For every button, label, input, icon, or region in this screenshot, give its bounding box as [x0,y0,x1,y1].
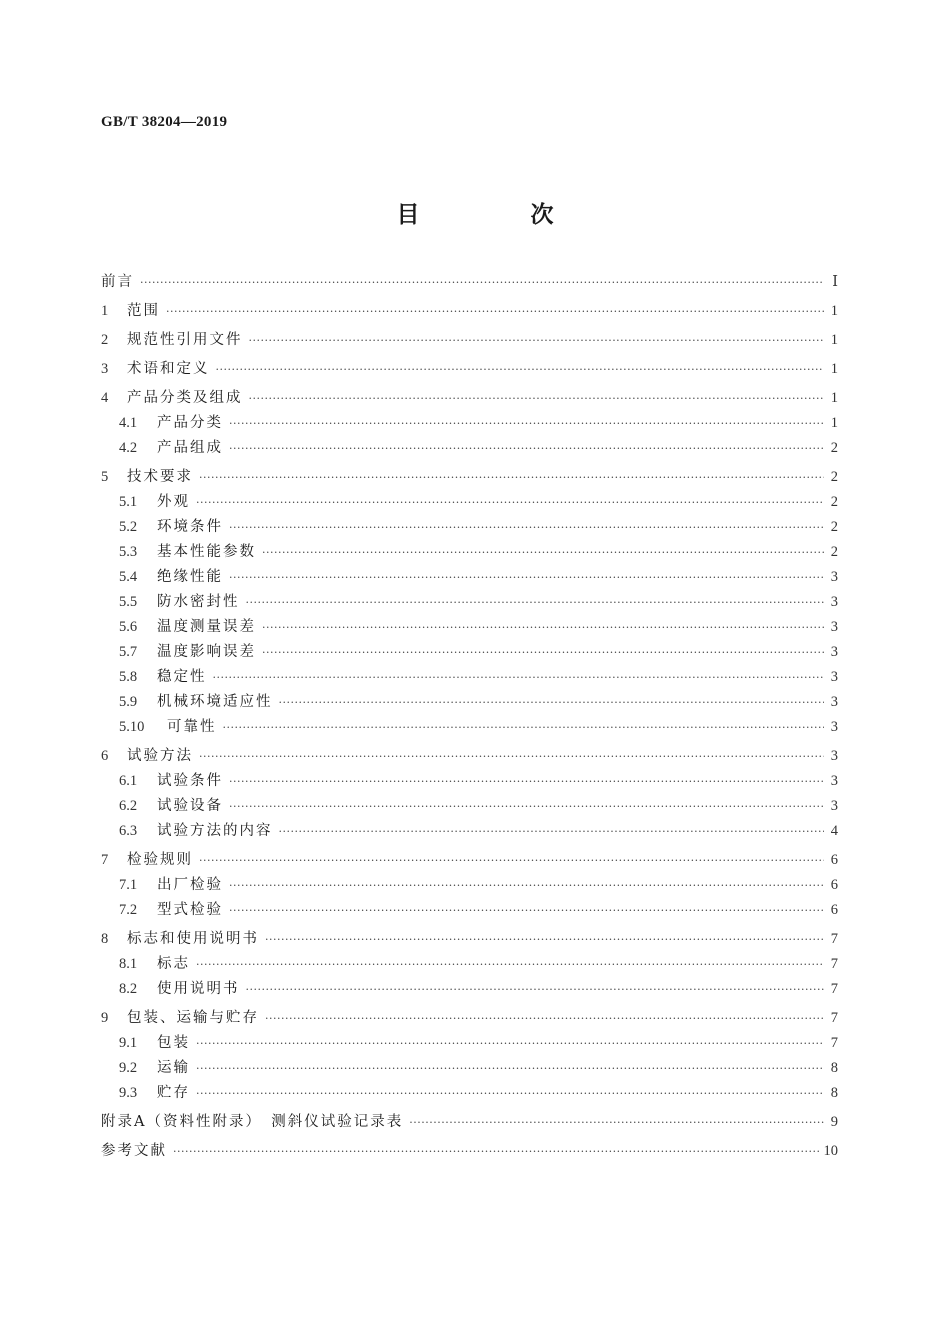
toc-entry-title: 包装 [157,1035,190,1051]
toc-entry-title: 温度影响误差 [157,644,256,660]
toc-entry-title: 规范性引用文件 [127,332,243,348]
toc-entry[interactable] [101,667,838,687]
toc-entry[interactable] [101,746,838,766]
toc-entry-page: 1 [830,361,838,377]
toc-entry-title: 试验条件 [157,773,223,789]
toc-entry[interactable] [101,1033,838,1053]
toc-entry[interactable] [101,272,838,292]
toc-entry-number: 5.9 [119,694,138,710]
toc-entry-page: Ⅰ [832,274,838,290]
toc-entry-page: 3 [830,619,838,635]
toc-entry[interactable] [101,954,838,974]
toc-entry[interactable] [101,900,838,920]
toc-dot-leader [262,543,824,563]
toc-dot-leader [166,302,824,322]
toc-entry-title: 试验设备 [157,798,223,814]
toc-entry-number: 5.1 [119,494,138,510]
toc-entry-number: 9.2 [119,1060,138,1076]
toc-dot-leader [199,851,824,871]
toc-entry[interactable] [101,567,838,587]
toc-entry-number: 5.10 [119,719,145,735]
toc-entry-page: 3 [830,773,838,789]
page-title: 目 次 [396,202,598,228]
toc-entry-title: 出厂检验 [157,877,223,893]
toc-entry-number: 5.7 [119,644,138,660]
toc-dot-leader [229,414,824,434]
toc-entry-title: 标志和使用说明书 [127,931,259,947]
toc-dot-leader [246,980,825,1000]
toc-entry[interactable] [101,850,838,870]
toc-dot-leader [196,1084,824,1104]
toc-entry-number: 8 [101,931,109,947]
toc-entry-title: 标志 [157,956,190,972]
toc-dot-leader [262,643,824,663]
toc-entry-page: 2 [830,519,838,535]
toc-entry-title: 绝缘性能 [157,569,223,585]
toc-entry[interactable] [101,617,838,637]
toc-entry-page: 3 [830,798,838,814]
toc-dot-leader [229,901,824,921]
standard-number: GB/T 38204—2019 [101,114,228,130]
toc-entry-title: 运输 [157,1060,190,1076]
toc-entry-number: 5.2 [119,519,138,535]
toc-entry-title: 技术要求 [127,469,193,485]
toc-entry-page: 3 [830,719,838,735]
toc-entry[interactable] [101,875,838,895]
toc-entry-number: 9 [101,1010,109,1026]
toc-entry-title: 检验规则 [127,852,193,868]
toc-dot-leader [249,389,825,409]
toc-entry[interactable] [101,330,838,350]
toc-entry-title: 型式检验 [157,902,223,918]
toc-entry-number: 3 [101,361,109,377]
toc-entry[interactable] [101,1112,838,1132]
toc-entry-number: 7.2 [119,902,138,918]
toc-dot-leader [216,360,825,380]
toc-entry-title: 包装、运输与贮存 [127,1010,259,1026]
toc-entry-title: 术语和定义 [127,361,210,377]
toc-dot-leader [173,1142,820,1162]
toc-dot-leader [140,273,824,293]
toc-dot-leader [262,618,824,638]
toc-entry-number: 6.1 [119,773,138,789]
toc-dot-leader [196,493,824,513]
toc-entry[interactable] [101,1058,838,1078]
toc-dot-leader [229,439,824,459]
toc-dot-leader [249,331,825,351]
toc-entry[interactable] [101,796,838,816]
toc-entry[interactable] [101,1083,838,1103]
toc-entry-number: 4 [101,390,109,406]
toc-entry-number: 9.1 [119,1035,138,1051]
toc-dot-leader [196,1059,824,1079]
toc-entry-page: 1 [830,390,838,406]
toc-entry[interactable] [101,467,838,487]
toc-entry-page: 3 [830,669,838,685]
toc-entry-page: 3 [830,694,838,710]
toc-dot-leader [229,876,824,896]
toc-entry-title: 机械环境适应性 [157,694,273,710]
toc-entry-page: 7 [830,956,838,972]
toc-entry[interactable] [101,692,838,712]
toc-entry[interactable] [101,301,838,321]
toc-dot-leader [199,468,824,488]
toc-entry-page: 4 [830,823,838,839]
toc-entry-title: 外观 [157,494,190,510]
toc-entry[interactable] [101,1008,838,1028]
toc-dot-leader [223,718,825,738]
toc-entry-page: 3 [830,748,838,764]
toc-entry-page: 3 [830,644,838,660]
toc-entry[interactable] [101,771,838,791]
toc-dot-leader [229,797,824,817]
toc-entry-number: 4.2 [119,440,138,456]
toc-entry-page: 7 [830,931,838,947]
toc-entry[interactable] [101,359,838,379]
toc-entry-number: 6 [101,748,109,764]
toc-entry-number: 7 [101,852,109,868]
toc-entry-title: 可靠性 [167,719,217,735]
toc-entry-page: 8 [830,1060,838,1076]
toc-entry[interactable] [101,438,838,458]
toc-dot-leader [265,1009,824,1029]
toc-entry-title: 范围 [127,303,160,319]
toc-entry[interactable] [101,642,838,662]
toc-entry-number: 4.1 [119,415,138,431]
toc-dot-leader [229,518,824,538]
toc-entry-page: 6 [830,902,838,918]
toc-entry-page: 1 [830,303,838,319]
toc-entry-page: 6 [830,852,838,868]
toc-entry[interactable] [101,979,838,999]
toc-dot-leader [199,747,824,767]
toc-entry-number: 1 [101,303,109,319]
toc-entry-number: 9.3 [119,1085,138,1101]
toc-entry-title: 防水密封性 [157,594,240,610]
toc-entry[interactable] [101,388,838,408]
toc-entry-title: 使用说明书 [157,981,240,997]
toc-entry-number: 5.8 [119,669,138,685]
toc-entry-number: 2 [101,332,109,348]
toc-entry-number: 5.5 [119,594,138,610]
toc-entry-number: 7.1 [119,877,138,893]
toc-entry-title: 产品组成 [157,440,223,456]
toc-entry-page: 2 [830,544,838,560]
toc-entry-number: 5 [101,469,109,485]
toc-entry-page: 7 [830,1010,838,1026]
toc-entry-title: 基本性能参数 [157,544,256,560]
toc-entry[interactable] [101,821,838,841]
toc-entry-page: 3 [830,594,838,610]
toc-dot-leader [265,930,824,950]
toc-entry-number: 8.2 [119,981,138,997]
toc-entry[interactable] [101,413,838,433]
toc-entry-page: 10 [823,1143,838,1159]
toc-entry-page: 7 [830,981,838,997]
toc-dot-leader [409,1113,824,1133]
toc-entry-title: 附录A（资料性附录） 测斜仪试验记录表 [101,1114,404,1130]
toc-entry-title: 前言 [101,274,134,290]
toc-entry-title: 参考文献 [101,1143,167,1159]
toc-entry[interactable] [101,542,838,562]
toc-entry-title: 产品分类 [157,415,223,431]
toc-entry[interactable] [101,592,838,612]
toc-dot-leader [213,668,825,688]
toc-entry[interactable] [101,717,838,737]
toc-entry-page: 1 [830,415,838,431]
toc-entry-number: 8.1 [119,956,138,972]
toc-entry-page: 1 [830,332,838,348]
toc-entry-page: 2 [830,469,838,485]
toc-entry-page: 3 [830,569,838,585]
toc-dot-leader [196,1034,824,1054]
toc-entry[interactable] [101,929,838,949]
toc-entry-number: 6.3 [119,823,138,839]
toc-entry-title: 试验方法 [127,748,193,764]
toc-entry[interactable] [101,517,838,537]
toc-entry-title: 稳定性 [157,669,207,685]
toc-dot-leader [246,593,825,613]
toc-entry-number: 5.6 [119,619,138,635]
toc-entry-page: 6 [830,877,838,893]
toc-dot-leader [229,772,824,792]
toc-entry-page: 2 [830,494,838,510]
toc-entry-title: 产品分类及组成 [127,390,243,406]
toc-entry-page: 7 [830,1035,838,1051]
toc-entry-title: 贮存 [157,1085,190,1101]
toc-dot-leader [279,693,825,713]
toc-dot-leader [196,955,824,975]
toc-entry-page: 9 [830,1114,838,1130]
toc-entry-title: 试验方法的内容 [157,823,273,839]
toc-entry-number: 5.3 [119,544,138,560]
toc-entry-title: 温度测量误差 [157,619,256,635]
toc-entry-page: 8 [830,1085,838,1101]
toc-entry[interactable] [101,492,838,512]
toc-entry-page: 2 [830,440,838,456]
toc-entry-number: 5.4 [119,569,138,585]
toc-entry-number: 6.2 [119,798,138,814]
toc-dot-leader [229,568,824,588]
toc-entry-title: 环境条件 [157,519,223,535]
toc-entry[interactable] [101,1141,838,1161]
toc-dot-leader [279,822,825,842]
